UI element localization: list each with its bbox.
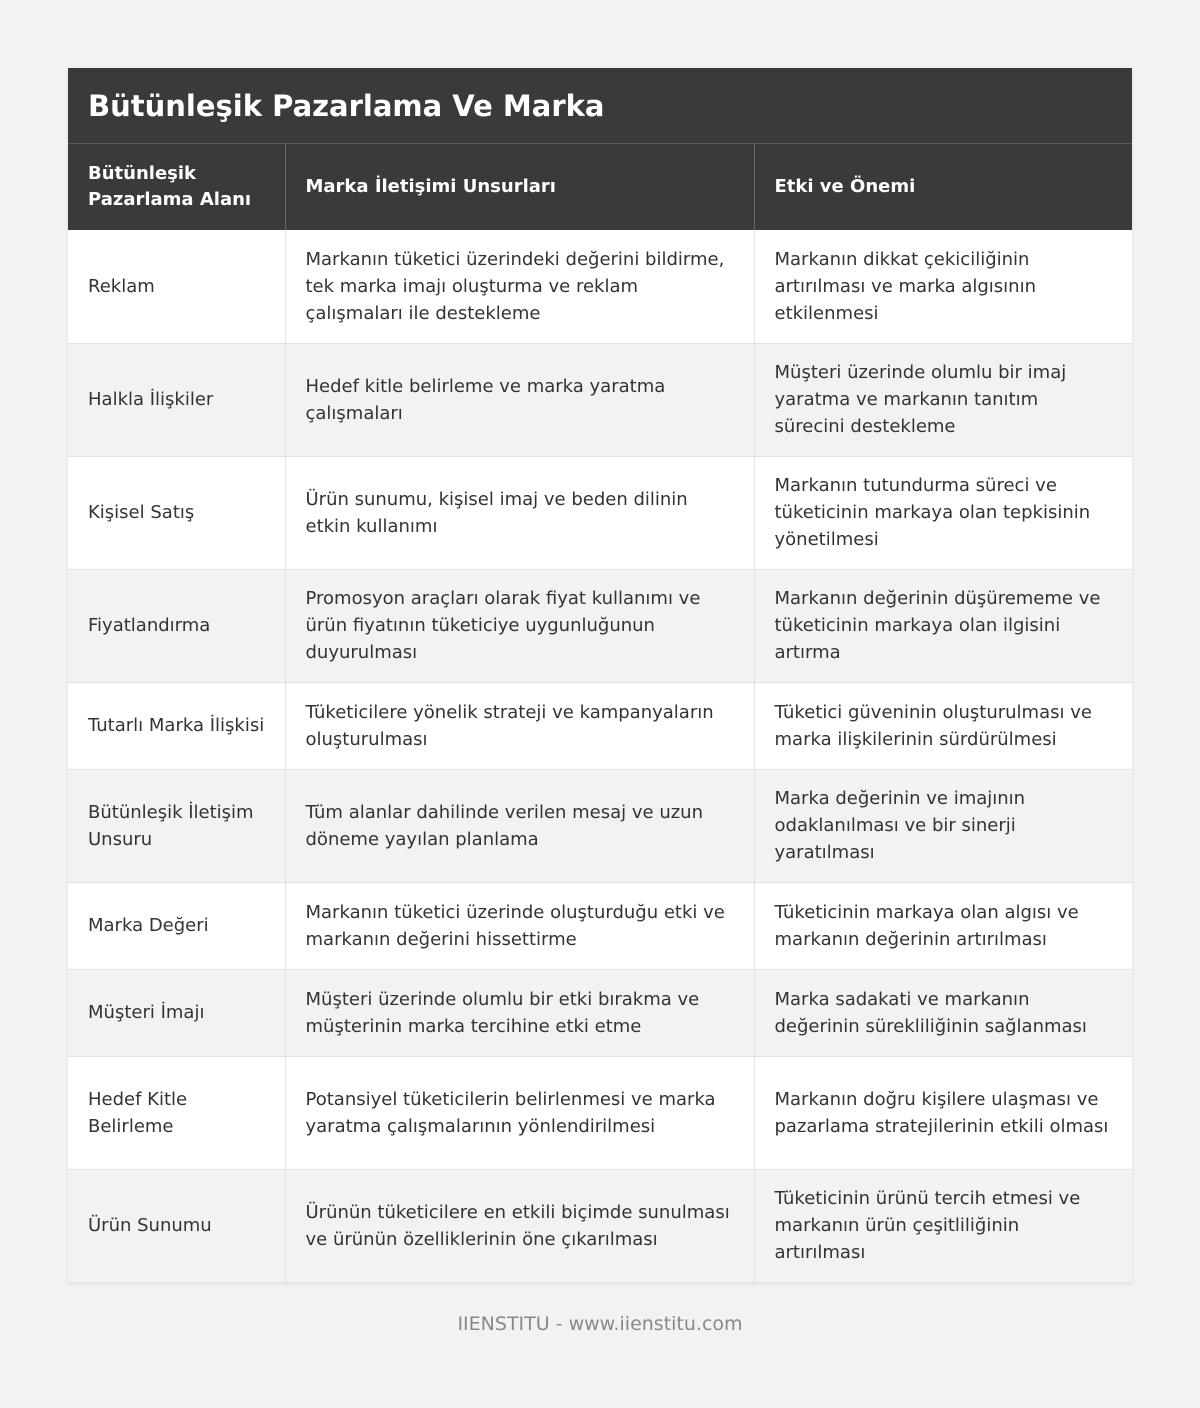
table-cell: Tüketici güveninin oluşturulması ve marka ilişkilerinin sürdürülmesi bbox=[754, 682, 1132, 769]
table-cell: Markanın tutundurma süreci ve tüketicinin markaya olan tepkisinin yönetilmesi bbox=[754, 456, 1132, 569]
table-row bbox=[68, 682, 1132, 769]
table-cell: Bütünleşik İletişim Unsuru bbox=[68, 769, 285, 882]
table-cell: Marka değerinin ve imajının odaklanılması ve bir sinerji yaratılması bbox=[754, 769, 1132, 882]
table-cell: Hedef Kitle Belirleme bbox=[68, 1056, 285, 1169]
table-row bbox=[68, 569, 1132, 682]
column-header-impact: Etki ve Önemi bbox=[754, 144, 1132, 230]
table-cell: Tüketicinin ürünü tercih etmesi ve markanın ürün çeşitliliğinin artırılması bbox=[754, 1169, 1132, 1282]
table-cell: Potansiyel tüketicilerin belirlenmesi ve marka yaratma çalışmalarının yönlendirilmesi bbox=[285, 1056, 754, 1169]
table-cell: Markanın tüketici üzerindeki değerini bildirme, tek marka imajı oluşturma ve reklam çalışmaları ile destekleme bbox=[285, 230, 754, 343]
table-card bbox=[68, 68, 1132, 1283]
table-cell: Fiyatlandırma bbox=[68, 569, 285, 682]
table-cell: Reklam bbox=[68, 230, 285, 343]
table-row bbox=[68, 230, 1132, 343]
table-cell: Müşteri İmajı bbox=[68, 969, 285, 1056]
table-cell: Marka sadakati ve markanın değerinin sürekliliğinin sağlanması bbox=[754, 969, 1132, 1056]
table-cell: Ürünün tüketicilere en etkili biçimde sunulması ve ürünün özelliklerinin öne çıkarılması bbox=[285, 1169, 754, 1282]
table-row bbox=[68, 882, 1132, 969]
table-cell: Tüketicilere yönelik strateji ve kampanyaların oluşturulması bbox=[285, 682, 754, 769]
table-cell: Müşteri üzerinde olumlu bir etki bırakma ve müşterinin marka tercihine etki etme bbox=[285, 969, 754, 1056]
table-cell: Tutarlı Marka İlişkisi bbox=[68, 682, 285, 769]
table-cell: Müşteri üzerinde olumlu bir imaj yaratma ve markanın tanıtım sürecini destekleme bbox=[754, 343, 1132, 456]
table-row bbox=[68, 456, 1132, 569]
footer-credit: IIENSTITU - www.iienstitu.com bbox=[457, 1313, 743, 1335]
header-row bbox=[68, 144, 1132, 230]
table-cell: Ürün sunumu, kişisel imaj ve beden dilinin etkin kullanımı bbox=[285, 456, 754, 569]
table-cell: Halkla İlişkiler bbox=[68, 343, 285, 456]
table-cell: Kişisel Satış bbox=[68, 456, 285, 569]
table-cell: Tüm alanlar dahilinde verilen mesaj ve uzun döneme yayılan planlama bbox=[285, 769, 754, 882]
table-row bbox=[68, 343, 1132, 456]
table-title: Bütünleşik Pazarlama Ve Marka bbox=[68, 68, 1132, 144]
table-row bbox=[68, 969, 1132, 1056]
table-cell: Markanın tüketici üzerinde oluşturduğu etki ve markanın değerini hissettirme bbox=[285, 882, 754, 969]
table-cell: Promosyon araçları olarak fiyat kullanımı ve ürün fiyatının tüketiciye uygunluğunun duyurulması bbox=[285, 569, 754, 682]
table-row bbox=[68, 769, 1132, 882]
table-cell: Markanın dikkat çekiciliğinin artırılması ve marka algısının etkilenmesi bbox=[754, 230, 1132, 343]
table-cell: Ürün Sunumu bbox=[68, 1169, 285, 1282]
table-cell: Tüketicinin markaya olan algısı ve markanın değerinin artırılması bbox=[754, 882, 1132, 969]
table-cell: Marka Değeri bbox=[68, 882, 285, 969]
table-cell: Hedef kitle belirleme ve marka yaratma çalışmaları bbox=[285, 343, 754, 456]
table-row bbox=[68, 1056, 1132, 1169]
column-header-area: Bütünleşik Pazarlama Alanı bbox=[68, 144, 285, 230]
table-cell: Markanın değerinin düşürememe ve tüketicinin markaya olan ilgisini artırma bbox=[754, 569, 1132, 682]
table-cell: Markanın doğru kişilere ulaşması ve pazarlama stratejilerinin etkili olması bbox=[754, 1056, 1132, 1169]
table-row bbox=[68, 1169, 1132, 1282]
data-table bbox=[68, 144, 1132, 1283]
column-header-elements: Marka İletişimi Unsurları bbox=[285, 144, 754, 230]
